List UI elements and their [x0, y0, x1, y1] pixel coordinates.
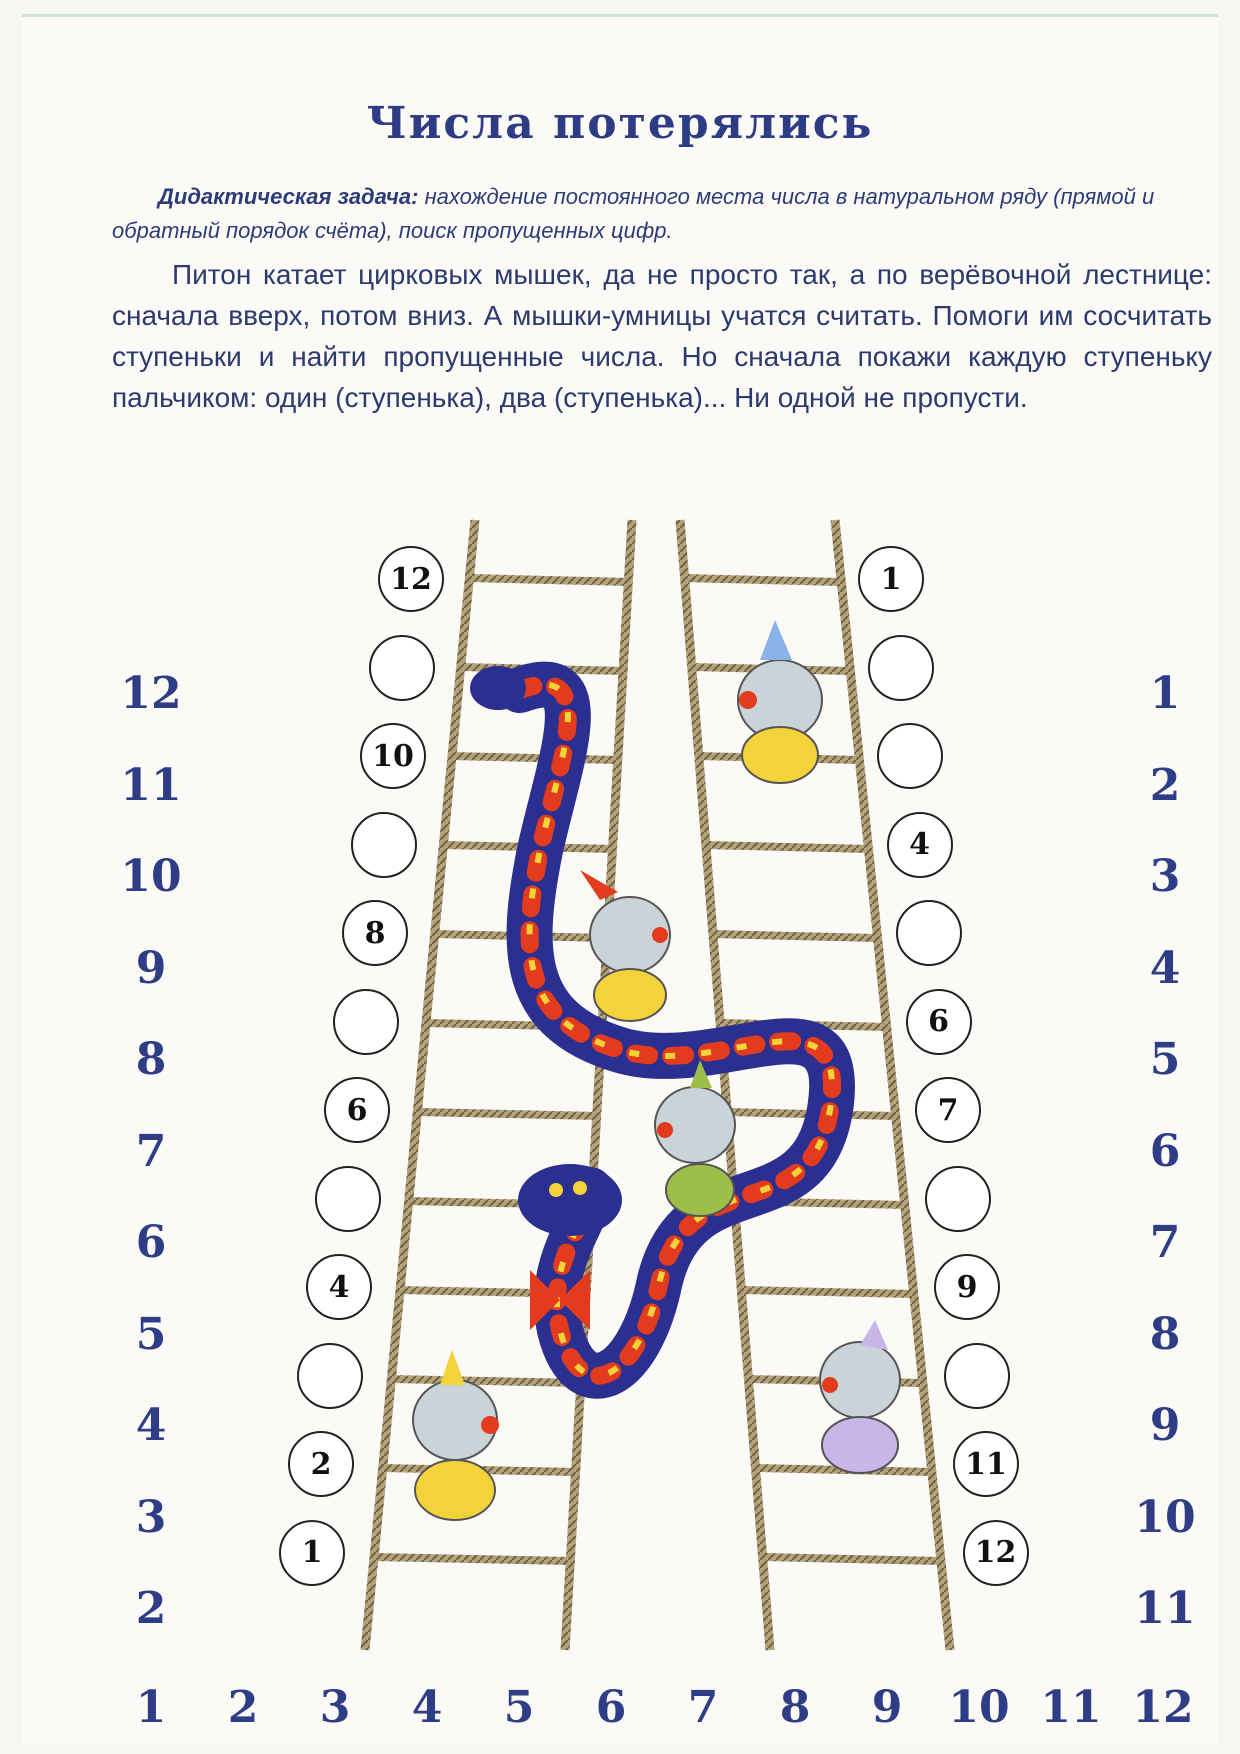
left-column-number: 12 [120, 668, 182, 719]
left-ladder-circle[interactable]: 8 [342, 900, 408, 966]
story-text: Питон катает цирковых мышек, да не просто так, а по верёвочной лестнице: сначала вверх, потом вниз. А мышки-умницы учатся считать. Помоги им сосчитать ступеньки и найти пропущенные числа. Но сначала покажи каждую ступеньку пальчиком: один (ступенька), два (ступенька)... Ни одной не пропусти. [112, 259, 1212, 413]
left-column-number: 8 [135, 1034, 167, 1085]
task-text: нахождение постоянного места числа в натуральном ряду (прямой и обратный порядок счёта), поиск пропущенных цифр. [112, 184, 1155, 243]
left-ladder-circle[interactable]: 2 [288, 1431, 354, 1497]
right-ladder-circle[interactable] [868, 635, 934, 701]
right-ladder-circle[interactable] [896, 900, 962, 966]
bottom-row-number: 5 [503, 1682, 535, 1733]
bottom-row-number: 8 [779, 1682, 811, 1733]
left-ladder-rung [469, 578, 628, 582]
bottom-row-number: 3 [319, 1682, 351, 1733]
right-ladder-circle[interactable]: 7 [915, 1077, 981, 1143]
left-column-number: 11 [120, 759, 182, 811]
right-column-number: 5 [1149, 1034, 1181, 1085]
right-ladder-circle[interactable] [877, 723, 943, 789]
left-ladder-rung [417, 1112, 597, 1116]
left-column-number: 6 [135, 1217, 167, 1268]
right-column-number: 3 [1149, 851, 1181, 902]
left-column-number: 10 [120, 851, 182, 902]
right-column-number: 1 [1149, 668, 1181, 719]
left-ladder-circle[interactable] [369, 635, 435, 701]
bottom-row-number: 7 [687, 1682, 719, 1733]
right-ladder-circle[interactable] [925, 1166, 991, 1232]
right-ladder-circle[interactable]: 9 [934, 1254, 1000, 1320]
task-label: Дидактическая задача: [158, 184, 419, 209]
page-title: Числа потерялись [366, 98, 874, 149]
bottom-row-number: 1 [135, 1682, 167, 1733]
left-ladder-circle[interactable] [297, 1343, 363, 1409]
mouse-bottom-right [820, 1320, 900, 1473]
bottom-row-number: 4 [411, 1682, 443, 1733]
left-ladder-rung [391, 1379, 581, 1383]
left-column-number: 2 [135, 1583, 167, 1634]
mouse-top-right [738, 620, 822, 783]
left-ladder-circle[interactable]: 6 [324, 1077, 390, 1143]
left-ladder-circle[interactable]: 1 [279, 1520, 345, 1586]
right-column-number: 4 [1149, 942, 1181, 994]
left-ladder-circle[interactable]: 12 [378, 546, 444, 612]
right-column-number: 11 [1134, 1583, 1196, 1634]
mouse-bottom-left [413, 1350, 499, 1520]
right-ladder-rung [685, 578, 841, 582]
right-ladder-circle[interactable]: 12 [963, 1520, 1029, 1586]
right-ladder-circle[interactable]: 11 [953, 1431, 1019, 1497]
right-ladder-rung [763, 1557, 941, 1561]
right-column-number: 6 [1149, 1125, 1181, 1177]
right-column-number: 9 [1149, 1400, 1181, 1451]
left-ladder-circle[interactable]: 10 [360, 723, 426, 789]
left-column-number: 5 [135, 1308, 167, 1360]
left-ladder-circle[interactable]: 4 [306, 1254, 372, 1320]
left-ladder-circle[interactable] [333, 989, 399, 1055]
right-column-number: 2 [1149, 759, 1181, 811]
right-column-number: 10 [1134, 1491, 1196, 1543]
bottom-row-number: 2 [227, 1682, 259, 1733]
bottom-row-number: 11 [1040, 1682, 1102, 1733]
right-ladder-circle[interactable]: 1 [858, 546, 924, 612]
right-ladder-circle[interactable]: 6 [906, 989, 972, 1055]
left-column-number: 4 [135, 1400, 167, 1451]
mouse-middle-left [580, 870, 670, 1021]
left-column-number: 7 [135, 1125, 167, 1177]
right-column-number: 8 [1149, 1308, 1181, 1360]
left-ladder-circle[interactable] [315, 1166, 381, 1232]
right-ladder-circle[interactable]: 4 [887, 812, 953, 878]
left-ladder-rung [452, 756, 618, 760]
bottom-row-number: 6 [595, 1682, 627, 1733]
left-column-number: 9 [135, 942, 167, 994]
right-ladder-rung [741, 1290, 913, 1294]
right-column-number: 7 [1149, 1217, 1181, 1268]
bottom-row-number: 12 [1132, 1682, 1194, 1733]
bottom-row-number: 10 [948, 1682, 1010, 1733]
bottom-row-number: 9 [871, 1682, 903, 1733]
right-ladder-circle[interactable] [944, 1343, 1010, 1409]
right-ladder-rung [706, 845, 868, 849]
left-ladder-rung [374, 1557, 570, 1561]
left-column-number: 3 [135, 1491, 167, 1543]
right-ladder-rung [713, 934, 877, 938]
left-ladder-circle[interactable] [351, 812, 417, 878]
